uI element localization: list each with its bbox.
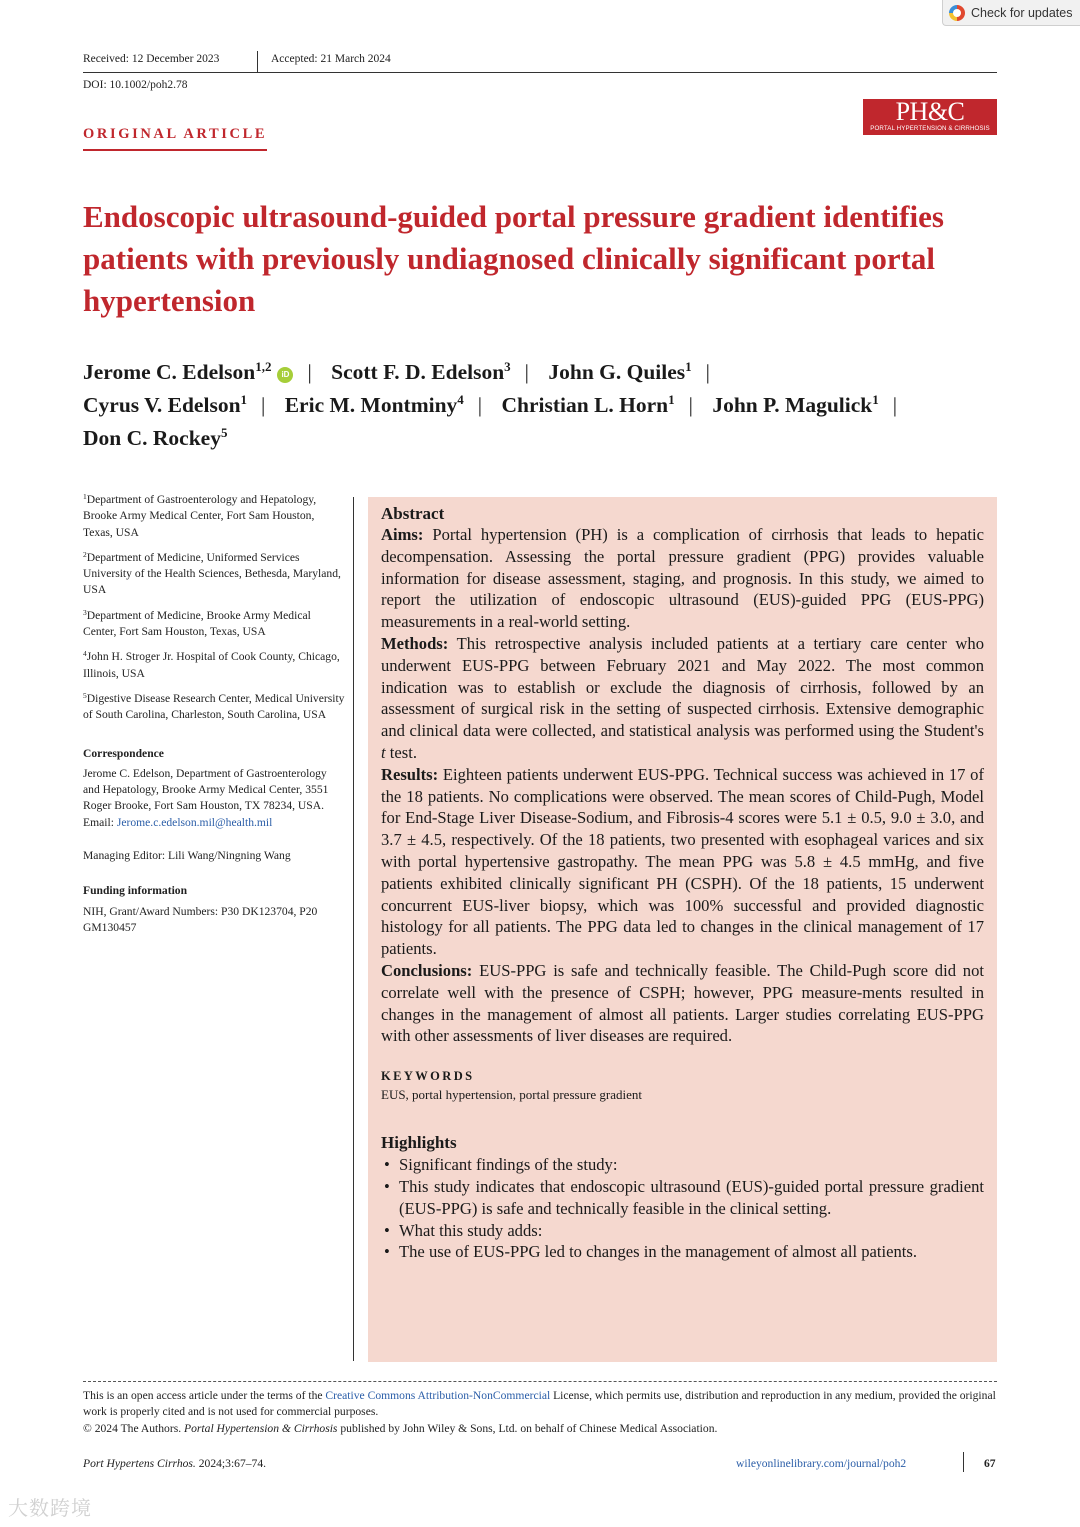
highlight-item: • The use of EUS-PPG led to changes in the management of almost all patients. [381,1241,984,1263]
abstract-results [381,764,984,960]
author-name: Jerome C. Edelson [83,360,256,384]
abstract-panel [368,497,997,1362]
methods-text-end: test. [385,742,417,762]
column-divider [353,497,354,1361]
journal-url-link[interactable]: wileyonlinelibrary.com/journal/poh2 [736,1457,907,1470]
footer-divider [963,1452,964,1472]
highlights-heading: Highlights [381,1133,457,1153]
conclusions-text: EUS-PPG is safe and technically feasible. The Child-Pugh score did not correlate well with the presence of CSPH; however, PPG measure-ments resulted in changes in the management of almost all patients. Larger studies correlating EUS-PPG with other assessments of liver diseases are required. [381,960,984,1046]
author-name: Don C. Rockey [83,426,221,450]
managing-editor: Managing Editor: Lili Wang/Ningning Wang [83,849,291,863]
logo-sub-text: PORTAL HYPERTENSION & CIRRHOSIS [870,125,990,132]
footer-dashed-rule [83,1381,997,1382]
affiliation-text: Department of Medicine, Uniformed Services University of the Health Sciences, Bethesda, Maryland, USA [83,550,341,597]
side-column [83,492,345,936]
author-list [83,356,1003,455]
correspondence-heading: Correspondence [83,746,164,760]
affiliation [83,608,345,641]
author-name: John P. Magulick [712,393,873,417]
affiliation-text: Digestive Disease Research Center, Medical University of South Carolina, Charleston, South Carolina, USA [83,691,345,722]
watermark: 大数跨境 [8,1496,92,1520]
author-affiliation-sup: 1 [240,392,248,407]
journal-volume: 2024;3:67–74. [195,1457,267,1470]
check-for-updates-button[interactable] [942,0,1080,26]
author-name: Scott F. D. Edelson [331,360,505,384]
abstract-aims [381,524,984,633]
journal-citation [83,1457,266,1470]
keywords-heading: KEYWORDS [381,1069,475,1084]
abstract-methods [381,633,984,764]
article-type: ORIGINAL ARTICLE [83,126,267,151]
author-affiliation-sup: 5 [220,425,228,440]
aims-label: Aims: [381,525,424,544]
affiliation [83,550,345,599]
abstract-conclusions [381,960,984,1047]
highlight-item: • Significant findings of the study: [381,1154,984,1176]
author-affiliation-sup: 1 [685,359,692,374]
check-for-updates-label: Check for updates [971,5,1073,20]
journal-logo [863,99,997,135]
license-notice [83,1388,997,1437]
article-title: Endoscopic ultrasound-guided portal pressure gradient identifies patients with previously undiagnosed clinically significant portal hypertension [83,199,944,318]
funding-heading: Funding information [83,884,188,898]
abstract-heading: Abstract [381,504,445,523]
conclusions-label: Conclusions: [381,960,473,980]
highlight-item: • This study indicates that endoscopic ultrasound (EUS)-guided portal pressure gradient (EUS-PPG) is safe and technically feasible in the clinical setting. [381,1176,984,1220]
license-link[interactable]: Creative Commons Attribution-NonCommercial [325,1389,551,1402]
crossmark-icon [949,5,965,21]
affiliation-text: Department of Medicine, Brooke Army Medical Center, Fort Sam Houston, Texas, USA [83,608,311,639]
author-affiliation-sup: 1 [668,392,675,407]
copyright-text: © 2024 The Authors. [83,1421,185,1435]
author-separator: | [307,360,312,384]
author-name: Cyrus V. Edelson [83,393,241,417]
author-name: Christian L. Horn [501,393,669,417]
doi: DOI: 10.1002/poh2.78 [83,79,188,91]
results-text: Eighteen patients underwent EUS-PPG. Technical success was achieved in 17 of the 18 patients. No complications were observed. The mean scores of Child-Pugh, Model for End-Stage Liver Disease-Sodium, and Fibrosis-4 scores were 5.1 ± 0.5, 9.0 ± 3.0, and 3.7 ± 4.5, respectively. Of the 18 patients, two presented with esophageal varices and six with portal hypertensive gastropathy. The mean PPG was 5.8 ± 4.5 mmHg, and five patients exhibited clinically significant PH (CSPH). Of the 18 patients, 15 underwent concurrent EUS-liver biopsy, which was 100% successful and provided diagnostic histology for all patients. The PPG data led to changes in the clinical management of 17 patients. [381,764,984,959]
journal-abbrev: Port Hypertens Cirrhos. [83,1457,196,1470]
highlights-list [381,1154,984,1263]
author-name: Eric M. Montminy [284,393,458,417]
author-affiliation-sup: 1 [872,392,879,407]
received-date: Received: 12 December 2023 [83,53,220,65]
author-name: John G. Quiles [548,360,686,384]
highlight-item: • What this study adds: [381,1220,984,1242]
results-label: Results: [381,764,439,784]
methods-t-italic: t [381,742,386,762]
methods-label: Methods: [381,633,449,653]
keywords-text: EUS, portal hypertension, portal pressure gradient [381,1087,643,1103]
funding-text: NIH, Grant/Award Numbers: P30 DK123704, P20 GM130457 [83,904,318,934]
accepted-date: Accepted: 21 March 2024 [271,53,391,65]
author-separator: | [892,393,898,417]
affiliation-number: 4 [83,649,87,659]
affiliation-number: 3 [83,607,87,617]
copyright-publisher: published by John Wiley & Sons, Ltd. on behalf of Chinese Medical Association. [337,1421,718,1435]
affiliation-text: Department of Gastroenterology and Hepatology, Brooke Army Medical Center, Fort Sam Houston, Texas, USA [83,493,317,539]
author-separator: | [261,393,266,417]
affiliation [83,691,345,724]
header-rule [83,72,997,73]
author-affiliation-sup: 4 [457,392,464,407]
license-text-end: License, which permits use, distribution and reproduction in any medium, provided the original work is properly cited and is not used for commercial purposes. [83,1389,996,1419]
author-separator: | [688,393,693,417]
author-separator: | [705,360,710,384]
affiliation-number: 1 [83,492,87,501]
affiliation-text: John H. Stroger Jr. Hospital of Cook County, Chicago, Illinois, USA [83,650,340,680]
methods-text: This retrospective analysis included patients at a tertiary care center who underwent EUS-PPG between February 2021 and May 2022. The most common indication was to establish or exclude the diagnosis of cirrhosis, followed by an assessment of surgical risk in the setting of suspected cirrhosis. Extensive demographic and clinical data were collected, and statistical analysis was performed using the Student's [381,633,984,741]
copyright-journal: Portal Hypertension & Cirrhosis [184,1421,338,1435]
affiliation [83,492,345,541]
orcid-icon[interactable]: iD [277,367,293,383]
author-affiliation-sup: 1,2 [255,359,272,374]
author-separator: | [524,360,529,384]
email-link[interactable]: Jerome.c.edelson.mil@health.mil [116,815,273,829]
affiliation-number: 5 [83,690,87,700]
email-label: Email: [83,815,117,829]
author-separator: | [477,393,483,417]
affiliation [83,649,345,682]
author-affiliation-sup: 3 [504,359,511,374]
license-text: This is an open access article under the terms of the [83,1389,326,1402]
affiliation-number: 2 [83,549,87,559]
page-number: 67 [984,1457,996,1470]
aims-text: Portal hypertension (PH) is a complication of cirrhosis that leads to hepatic decompensation. Assessing the portal pressure gradient (PPG) provides valuable information for disease assessment, staging, and prognosis. In this study, we aimed to report the utilization of endoscopic ultrasound (EUS)-guided PPG (EUS-PPG) measurements in a real-world setting. [381,525,984,632]
correspondence-text: Jerome C. Edelson, Department of Gastroenterology and Hepatology, Brooke Army Medical Center, 3551 Roger Brooke, Fort Sam Houston, TX 78234, USA. [83,766,329,813]
logo-main-text: PH&C [895,97,965,126]
header-divider [257,51,258,72]
correspondence-email-line [83,815,345,831]
